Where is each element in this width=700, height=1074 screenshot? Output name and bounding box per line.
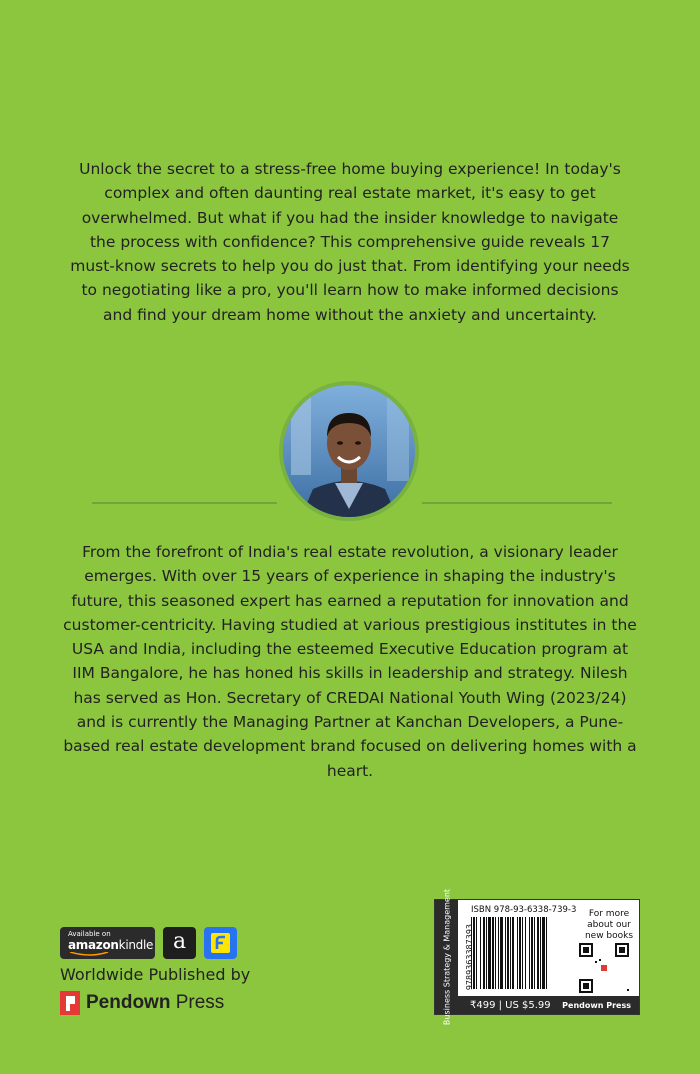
kindle-available-text: Available on xyxy=(68,930,111,938)
book-blurb: Unlock the secret to a stress-free home buying experience! In today's complex and often daunting real estate market, it's easy to get overwhelmed. But what if you had the insider knowledge to navigate the process with confidence? This comprehensive guide reveals 17 must-know secrets to help you do just that. From identifying your needs to negotiating like a pro, you'll learn how to make informed decisions and find your dream home without the anxiety and uncertainty. xyxy=(70,160,630,324)
divider-right xyxy=(422,502,612,504)
author-bio: From the forefront of India's real estate revolution, a visionary leader emerges. With over 15 years of experience in shaping the industry's future, this seasoned expert has earned a reputation for innovation and customer-centricity. Having studied at various prestigious institutes in the USA and India, including the esteemed Executive Education program at IIM Bangalore, he has honed his skills in leadership and strategy. Nilesh has served as Hon. Secretary of CREDAI National Youth Wing (2023/24) and is currently the Managing Partner at Kanchan Developers, a Pune-based real estate development brand focused on delivering homes with a heart. xyxy=(63,543,637,780)
genre-label: Business Strategy & Management xyxy=(435,900,458,1014)
more-books-text: For more about our new books xyxy=(584,909,634,941)
qr-code[interactable] xyxy=(579,943,629,993)
author-photo xyxy=(279,381,419,521)
amazon-a-icon[interactable]: a xyxy=(163,927,196,959)
divider-left xyxy=(92,502,277,504)
isbn-digits: 9789363387393 xyxy=(465,924,474,991)
flipkart-icon[interactable] xyxy=(204,927,237,959)
barcode-box xyxy=(434,888,640,1026)
kindle-badge[interactable] xyxy=(60,927,155,959)
publisher-name: Pendown Press xyxy=(86,992,225,1013)
kindle-brand-text: amazonkindle xyxy=(68,938,154,952)
published-by-text: Worldwide Published by xyxy=(60,965,251,984)
price-line xyxy=(458,996,639,1014)
pendown-logo xyxy=(60,990,224,1016)
amazon-smile-icon xyxy=(70,952,110,956)
pendown-logo-icon xyxy=(60,991,80,1015)
isbn-text: ISBN 978-93-6338-739-3 xyxy=(471,905,577,915)
barcode-bars xyxy=(471,917,573,993)
price-text: ₹499 | US $5.99 xyxy=(470,999,551,1011)
price-publisher: Pendown Press xyxy=(562,1000,631,1010)
